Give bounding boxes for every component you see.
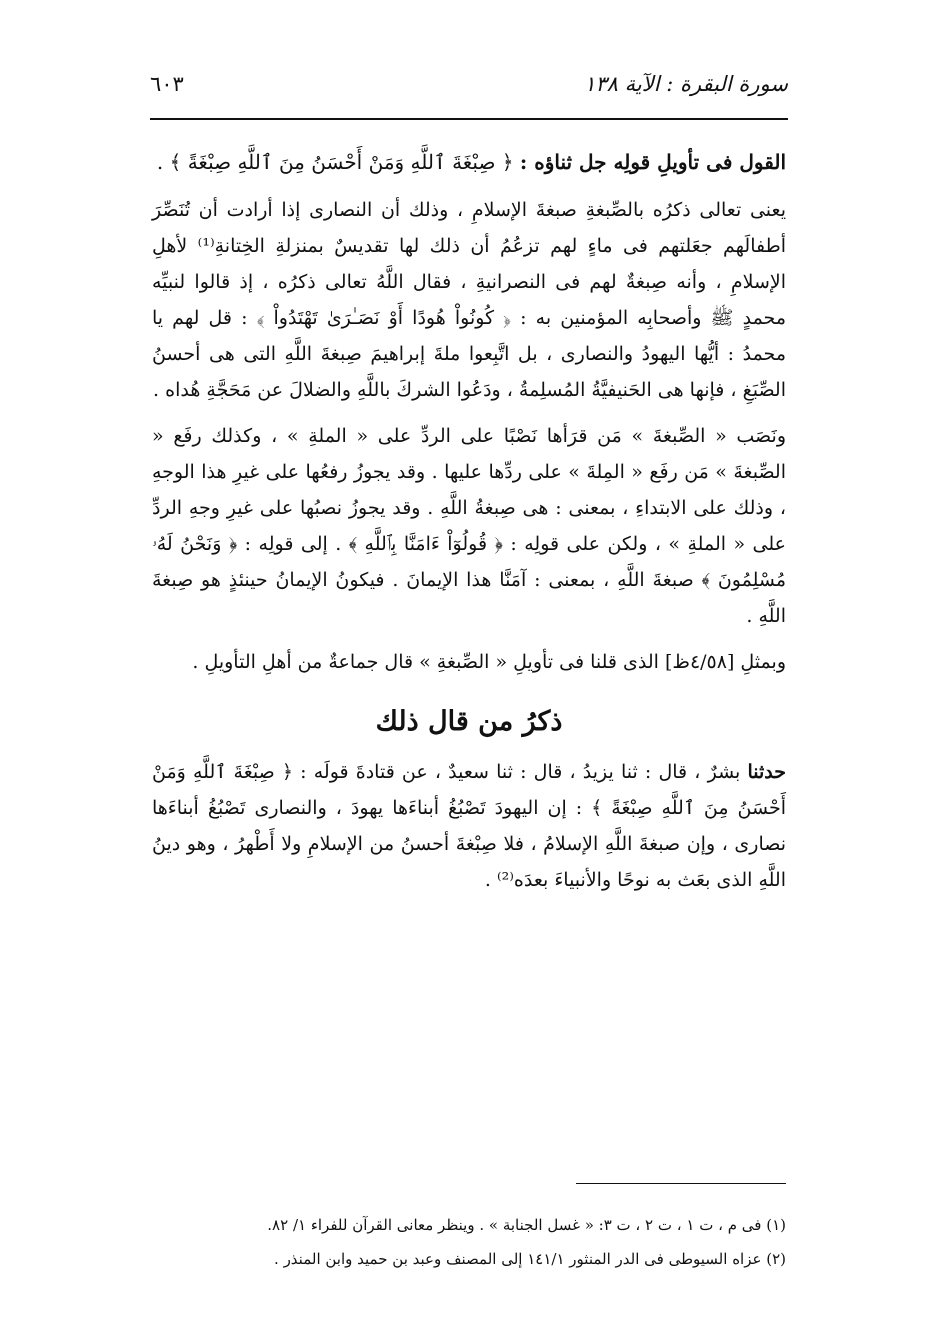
footnotes bbox=[152, 1208, 786, 1276]
heading-lead: القول فى تأويلِ قولِه جل ثناؤه : bbox=[519, 150, 786, 174]
page-number: ٦٠٣ bbox=[150, 72, 184, 96]
heading-verse: ﴿ صِبْغَةَ ٱللَّهِ وَمَنْ أَحْسَنُ مِنَ ٱللَّهِ صِبْغَةً ﴾ . bbox=[156, 150, 514, 174]
paragraph-2: ونَصَب « الصِّبغةَ » مَن قرَأها نَصْبًا على الردِّ على « الملةِ » ، وكذلك رفَع « الصِّبغةَ » مَن رفَع « المِلةَ » على ردِّها عليها . وقد يجوزُ رفعُها على غيرِ هذا الوجهِ ، وذلك على الابتداءِ ، بمعنى : هى صِبغةُ اللَّهِ . وقد يجوزُ نصبُها على غيرِ وجهِ الردِّ على « الملةِ » ، ولكن على قولِه : ﴿ قُولُوٓاْ ءَامَنَّا بِٱللَّهِ ﴾ . إلى قولِه : ﴿ وَنَحْنُ لَهُۥ مُسْلِمُونَ ﴾ صبغةَ اللَّهِ ، بمعنى : آمَنَّا هذا الإيمانَ . فيكونُ الإيمانُ حينئذٍ هو صِبغةَ اللَّهِ . bbox=[152, 425, 786, 627]
paragraph-3: وبمثلِ [٤/٥٨ظ] الذى قلنا فى تأويلِ « الصِّبغةِ » قال جماعةٌ من أهلِ التأويلِ . bbox=[192, 651, 786, 673]
main-text bbox=[152, 144, 786, 908]
verse-heading bbox=[152, 144, 786, 180]
page-header bbox=[150, 68, 788, 108]
footnote-1: (١) فى م ، ت ١ ، ت ٢ ، ت ٣: « غسل الجنابة » . وينظر معانى القرآن للفراء ١/ ٨٢. bbox=[267, 1216, 786, 1234]
header-rule bbox=[150, 118, 788, 120]
narration-lead: حدثنا bbox=[747, 761, 786, 783]
section-title: ذكرُ من قال ذلك bbox=[375, 706, 563, 737]
paragraph-1: يعنى تعالى ذكرُه بالصِّبغةِ صبغةَ الإسلامِ ، وذلك أن النصارى إذا أرادت أن تُنَصِّرَ أطفالَهم جعَلتهم فى ماءٍ لهم تزعُمُ أن ذلك لها تقديسٌ بمنزلةِ الخِتانةِ⁽¹⁾ لأهلِ الإسلامِ ، وأنه صِبغةٌ لهم فى النصرانيةِ ، فقال اللَّهُ تعالى ذكرُه ، إذ قالوا لنبيِّه محمدٍ ﷺ وأصحابِه المؤمنين به : ﴿ كُونُواْ هُودًا أَوْ نَصَـٰرَىٰ تَهْتَدُواْ ﴾ : قل لهم يا محمدُ : أيُّها اليهودُ والنصارى ، بل اتَّبِعوا ملةَ إبراهيمَ صِبغةَ اللَّهِ التى هى أحسنُ الصِّبَغِ ، فإنها هى الحَنيفيَّةُ المُسلِمةُ ، ودَعُوا الشركَ باللَّهِ والضلالَ عن مَحَجَّةِ هُداه . bbox=[152, 199, 786, 401]
narration-text: بشرٌ ، قال : ثنا يزيدُ ، قال : ثنا سعيدٌ ، عن قتادةَ قولَه : ﴿ صِبْغَةَ ٱللَّهِ وَمَنْ أَحْسَنُ مِنَ ٱللَّهِ صِبْغَةً ﴾ : إن اليهودَ تَصْبُغُ أبناءَها يهودَ ، والنصارى تَصْبُغُ أبناءَها نصارى ، وإن صبغةَ اللَّهِ الإسلامُ ، فلا صِبْغةَ أحسنُ من الإسلامِ ولا أَطْهرُ ، وهو دينُ اللَّهِ الذى بعَث به نوحًا والأنبياءَ بعدَه⁽²⁾ . bbox=[152, 761, 786, 891]
footnote-rule bbox=[576, 1183, 786, 1184]
narration-paragraph bbox=[152, 754, 786, 898]
footnote-2: (٢) عزاه السيوطى فى الدر المنثور ١٤١/١ إلى المصنف وعبد بن حميد وابن المنذر . bbox=[274, 1250, 786, 1268]
running-title: سورة البقرة : الآية ١٣٨ bbox=[584, 72, 788, 96]
